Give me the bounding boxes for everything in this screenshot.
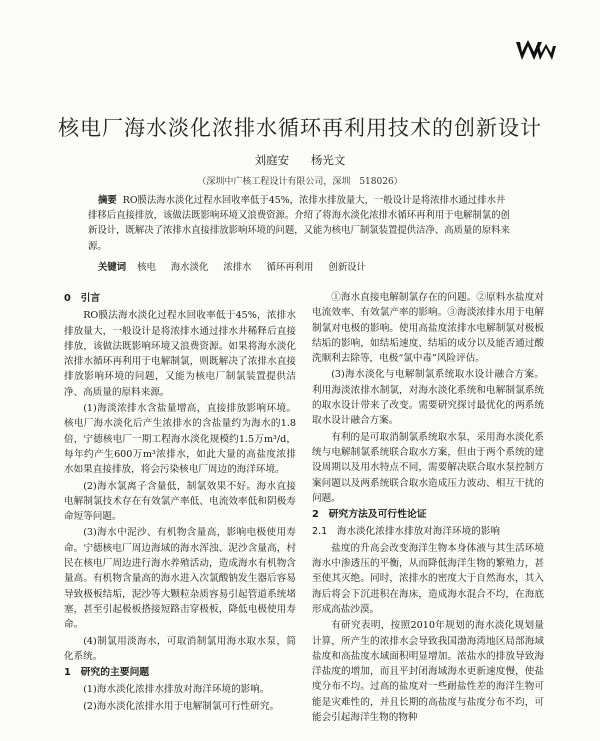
article-title: 核电厂海水淡化浓排水循环再利用技术的创新设计	[58, 116, 542, 140]
abstract-text: RO膜法海水淡化过程水回收率低于45%，浓排水排放量大，一般设计是将浓排水通过排水井排移后直接排放，该做法既影响环境又浪费资源。介绍了将海水淡化浓排水循环再利用于电解制氯的创新设计，既解决了浓排水直接排放影响环境的问题，又能为核电厂制氯装置提供洁净、高质量的原料来源。	[88, 195, 510, 252]
section-heading: 1 研究的主要问题	[64, 667, 150, 679]
abstract	[88, 193, 514, 254]
author-name: 杨光文	[310, 153, 346, 167]
paragraph: (1)海淡浓排水含盐量增高，直接排放影响环境。核电厂海水淡化后产生浓排水的含盐量约为海水的1.8倍，宁德核电厂一期工程海水淡化规模约1.5万m³/d，每年约产生600万m³浓排水，如此大量的高盐度浓排水如果直接排放，将会污染核电厂周边的海洋环境。	[64, 403, 296, 476]
keywords	[98, 259, 514, 273]
affiliation: （深圳中广核工程设计有限公司，深圳 518026）	[197, 177, 403, 187]
paragraph: (2)海水氯离子含量低，制氯效果不好。海水直接电解制氯技术存在有效氯产率低、电流效率低和阴极寿命短等问题。	[64, 480, 296, 523]
authors	[0, 152, 600, 168]
left-column	[64, 290, 296, 715]
keyword: 创新设计	[328, 262, 366, 273]
publisher-logo-icon	[516, 40, 556, 62]
right-column	[312, 290, 544, 726]
paragraph: ①海水直接电解制氯存在的问题。②原料水盐度对电流效率、有效氯产率的影响。③海淡浓排水用于电解制氯对电极的影响。使用高盐度浓排水电解制氯对极板结垢的影响，如结垢速度、结垢的成分以及能否通过酸洗顺利去除等，电极“氯中毒”风险评估。	[312, 292, 544, 365]
paragraph: 盐度的升高会改变海洋生物本身体液与其生活环境海水中渗透压的平衡，从而降低海洋生物的繁殖力，甚至使其灭绝。同时，浓排水的密度大于自然海水，其入海后将会下沉进积在海床，造成海水混合不均，在海底形成高盐沙漠。	[312, 542, 544, 615]
keywords-label: 关键词	[98, 262, 127, 273]
section-heading: 0 引言	[64, 293, 101, 304]
paragraph: (3)海水中泥沙、有机物含量高，影响电极使用寿命。宁德核电厂周边海域的海水浑浊、泥沙含量高，村民在核电厂周边进行海水养殖活动，造成海水有机物含量高。有机物含量高的海水进入次氯酸钠发生器后容易导致极板结垢，泥沙等大颗粒杂质容易引起管道系统堵塞，甚至引起极板搭接短路击穿极板，降低电极使用寿命。	[64, 527, 296, 631]
paragraph: 有研究表明，按照2010年规划的海水淡化规划量计算，所产生的浓排水会导致我国渤海湾地区局部海域盐度和高盐度水域面积明显增加。浓盐水的排放导致海洋盐度的增加，而且平封闭海域海水更新速度慢，使盐度分布不均。过高的盐度对一些耐盐性差的海洋生物可能是灾难性的，并且长期的高盐度与盐度分布不均，可能会引起海洋生物的物种	[312, 620, 544, 724]
paragraph: (3)海水淡化与电解制氯系统取水设计融合方案。利用海淡浓排水制氯，对海水淡化系统和电解制氯系统的取水设计带来了改变。需要研究探讨最优化的两系统取水设计融合方案。	[312, 369, 544, 427]
paragraph: RO膜法海水淡化过程水回收率低于45%，浓排水排放量大，一般设计是将浓排水通过排水井稀释后直接排放，该做法既影响环境又浪费资源。如果将海水淡化浓排水循环再利用于电解制氯，则既解决了浓排水直接排放影响环境的问题，又能为核电厂制氯装置提供洁净、高质量的原料来源。	[64, 310, 296, 398]
section-heading: 2 研究方法及可行性论证	[312, 509, 427, 521]
paragraph: 有利的是可取消制氯系统取水泵，采用海水淡化系统与电解制氯系统联合取水方案，但由于两个系统的建设周期以及用水特点不同，需要解决联合取水泵控制方案问题以及两系统联合取水造成压力波动、相互干扰的问题。	[312, 431, 544, 504]
keyword: 海水淡化	[170, 262, 209, 273]
author-name: 刘庭安	[254, 153, 290, 167]
paragraph: (4)制氯用淡海水，可取消制氯用海水取水泵，简化系统。	[64, 635, 296, 662]
keyword: 核电	[137, 262, 156, 273]
paragraph: (1)海水淡化浓排水排放对海洋环境的影响。	[83, 684, 270, 696]
paragraph: (2)海水淡化浓排水用于电解制氯可行性研究。	[83, 700, 280, 712]
subsection-heading: 2.1 海水淡化浓排水排放对海洋环境的影响	[312, 526, 500, 538]
keyword: 循环再利用	[266, 262, 314, 273]
keyword: 浓排水	[223, 262, 252, 273]
abstract-label: 摘要	[98, 195, 117, 206]
